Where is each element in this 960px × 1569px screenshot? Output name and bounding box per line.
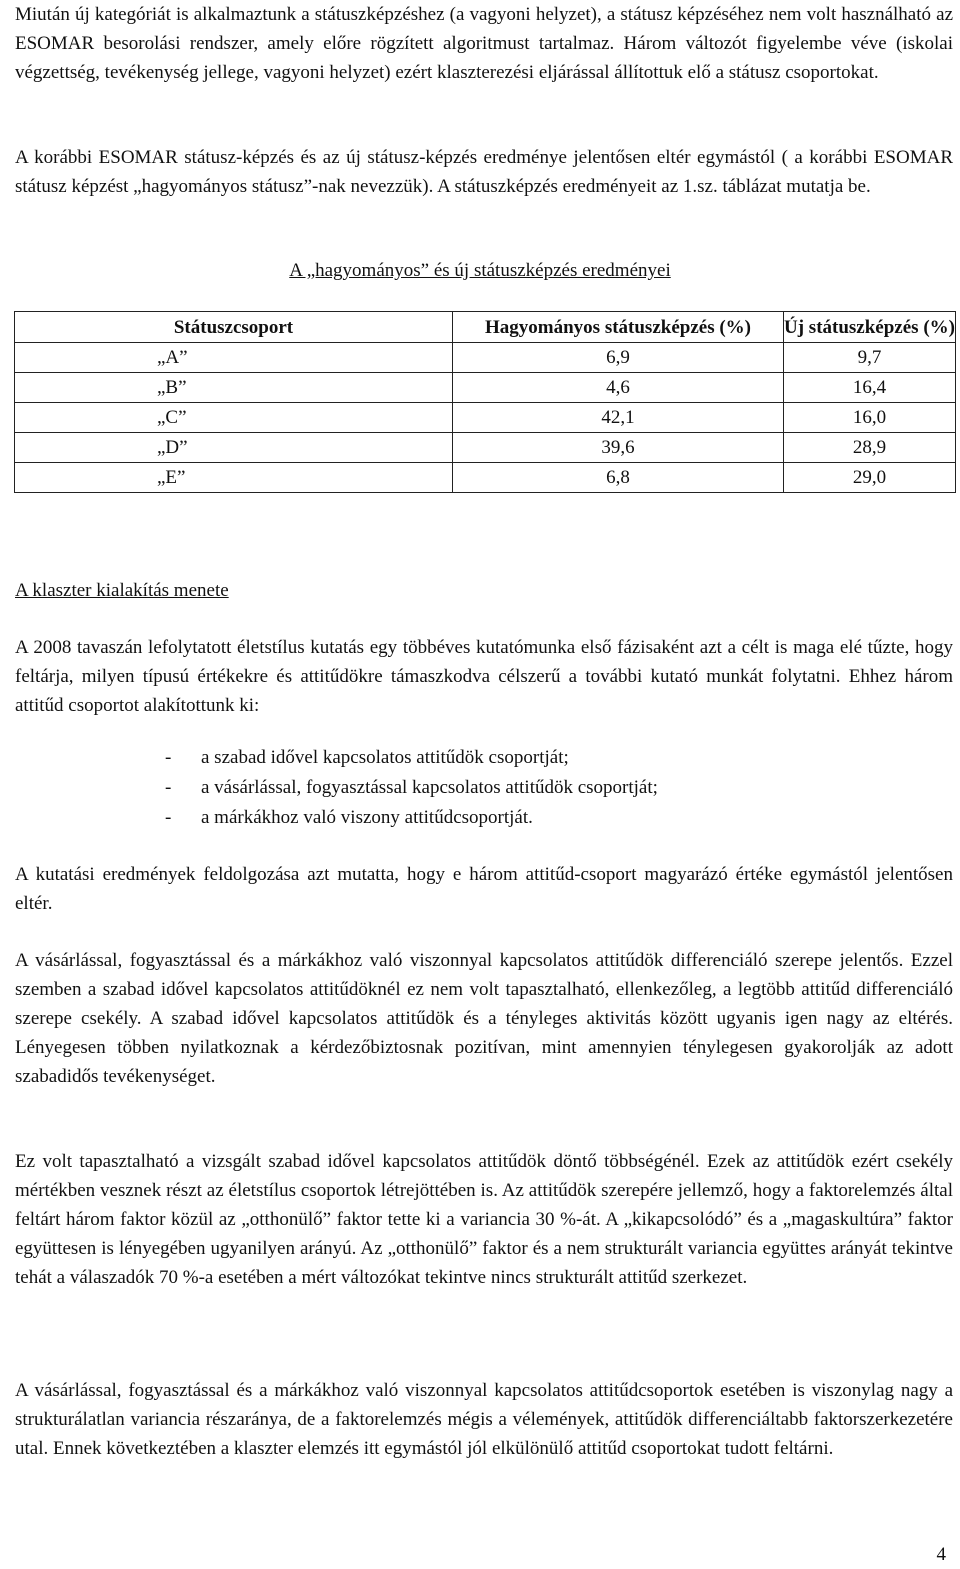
cell-traditional: 42,1 — [453, 403, 784, 433]
list-item-text: a vásárlással, fogyasztással kapcsolatos attitűdök csoportját; — [201, 777, 658, 798]
cell-new: 9,7 — [784, 343, 956, 373]
list-item — [165, 803, 658, 833]
header-new: Új státuszképzés (%) — [784, 312, 956, 343]
header-status-group: Státuszcsoport — [15, 312, 453, 343]
list-item-text: a márkákhoz való viszony attitűdcsoportját. — [201, 807, 533, 828]
cell-group: „A” — [15, 343, 453, 373]
table-header-row — [15, 312, 956, 343]
cell-group: „D” — [15, 433, 453, 463]
list-dash: - — [165, 777, 172, 798]
cell-traditional: 6,8 — [453, 463, 784, 493]
list-item — [165, 773, 658, 803]
cell-group: „B” — [15, 373, 453, 403]
cell-group: „E” — [15, 463, 453, 493]
table-caption: A „hagyományos” és új státuszképzés eredményei — [289, 260, 671, 281]
table-row — [15, 433, 956, 463]
list-item-text: a szabad idővel kapcsolatos attitűdök csoportját; — [201, 747, 569, 768]
cell-new: 29,0 — [784, 463, 956, 493]
table-row — [15, 373, 956, 403]
attitude-group-list — [165, 743, 658, 833]
table-row — [15, 463, 956, 493]
page-number: 4 — [936, 1544, 946, 1565]
cell-new: 28,9 — [784, 433, 956, 463]
table-row — [15, 403, 956, 433]
cell-group: „C” — [15, 403, 453, 433]
cell-new: 16,0 — [784, 403, 956, 433]
paragraph-esomar-comparison: A korábbi ESOMAR státusz-képzés és az új státusz-képzés eredménye jelentősen eltér egymástól ( a korábbi ESOMAR státusz képzést „hagyományos státusz”-nak nevezzük). A státuszképzés eredményeit az 1.sz. táblázat mutatja be. — [15, 147, 953, 197]
cell-traditional: 39,6 — [453, 433, 784, 463]
section-heading: A klaszter kialakítás menete — [15, 580, 229, 601]
list-dash: - — [165, 747, 172, 768]
paragraph-research-results: A kutatási eredmények feldolgozása azt mutatta, hogy e három attitűd-csoport magyarázó értéke egymástól jelentősen eltér. — [15, 864, 953, 914]
table-row — [15, 343, 956, 373]
list-dash: - — [165, 807, 172, 828]
list-item — [165, 743, 658, 773]
paragraph-factor-analysis: Ez volt tapasztalható a vizsgált szabad idővel kapcsolatos attitűdök döntő többségénél. Ezek az attitűdök ezért csekély mértékben vesznek részt az életstílus csoportok létrejöttében is. Az attitűdök szerepére jellemző, hogy a faktorelemzés által feltárt három faktor közül az „otthonülő” faktor tette ki a variancia 30 %-át. A „kikapcsolódó” és a „magaskultúra” faktor együttesen is lényegében ugyanilyen arányú. Az „otthonülő” faktor és a nem strukturált variancia együttes arányát tekintve tehát a válaszadók 70 %-a esetében a mért változókat tekintve nincs strukturált attitűd szerkezet. — [15, 1151, 953, 1288]
paragraph-status-method: Miután új kategóriát is alkalmaztunk a státuszképzéshez (a vagyoni helyzet), a státusz képzéséhez nem volt használható az ESOMAR besorolási rendszer, amely előre rögzített algoritmust tartalmaz. Három változót figyelembe véve (iskolai végzettség, tevékenység jellege, vagyoni helyzet) ezért klaszterezési eljárással állítottuk elő a státusz csoportokat. — [15, 4, 953, 83]
cell-traditional: 4,6 — [453, 373, 784, 403]
cell-traditional: 6,9 — [453, 343, 784, 373]
header-traditional: Hagyományos státuszképzés (%) — [453, 312, 784, 343]
paragraph-shopping-attitudes: A vásárlással, fogyasztással és a márkákhoz való viszonnyal kapcsolatos attitűdcsoportok esetében is viszonylag nagy a strukturálatlan variancia részaránya, de a faktorelemzés mégis a vélemények, attitűdök differenciáltabb faktorszerkezetére utal. Ennek következtében a klaszter elemzés itt egymástól jól elkülönülő attitűd csoportokat tudott feltárni. — [15, 1380, 953, 1459]
status-results-table — [14, 311, 956, 493]
cell-new: 16,4 — [784, 373, 956, 403]
paragraph-differentiating-role: A vásárlással, fogyasztással és a márkákhoz való viszonnyal kapcsolatos attitűdök differenciáló szerepe jelentős. Ezzel szemben a szabad idővel kapcsolatos attitűdöknél ez nem volt tapasztalható, ellenkezőleg, a legtöbb attitűd differenciáló szerepe csekély. A szabad idővel kapcsolatos attitűdök és a tényleges aktivitás között ugyanis igen nagy az eltérés. Lényegesen többen nyilatkoznak a kérdezőbiztosnak pozitívan, mint amennyien ténylegesen gyakorolják az adott szabadidős tevékenységet. — [15, 950, 953, 1087]
paragraph-lifestyle-research: A 2008 tavaszán lefolytatott életstílus kutatás egy többéves kutatómunka első fázisaként azt a célt is maga elé tűzte, hogy feltárja, milyen típusú értékekre és attitűdökre támaszkodva célszerű a további kutató munkát folytatni. Ehhez három attitűd csoportot alakítottunk ki: — [15, 637, 953, 716]
